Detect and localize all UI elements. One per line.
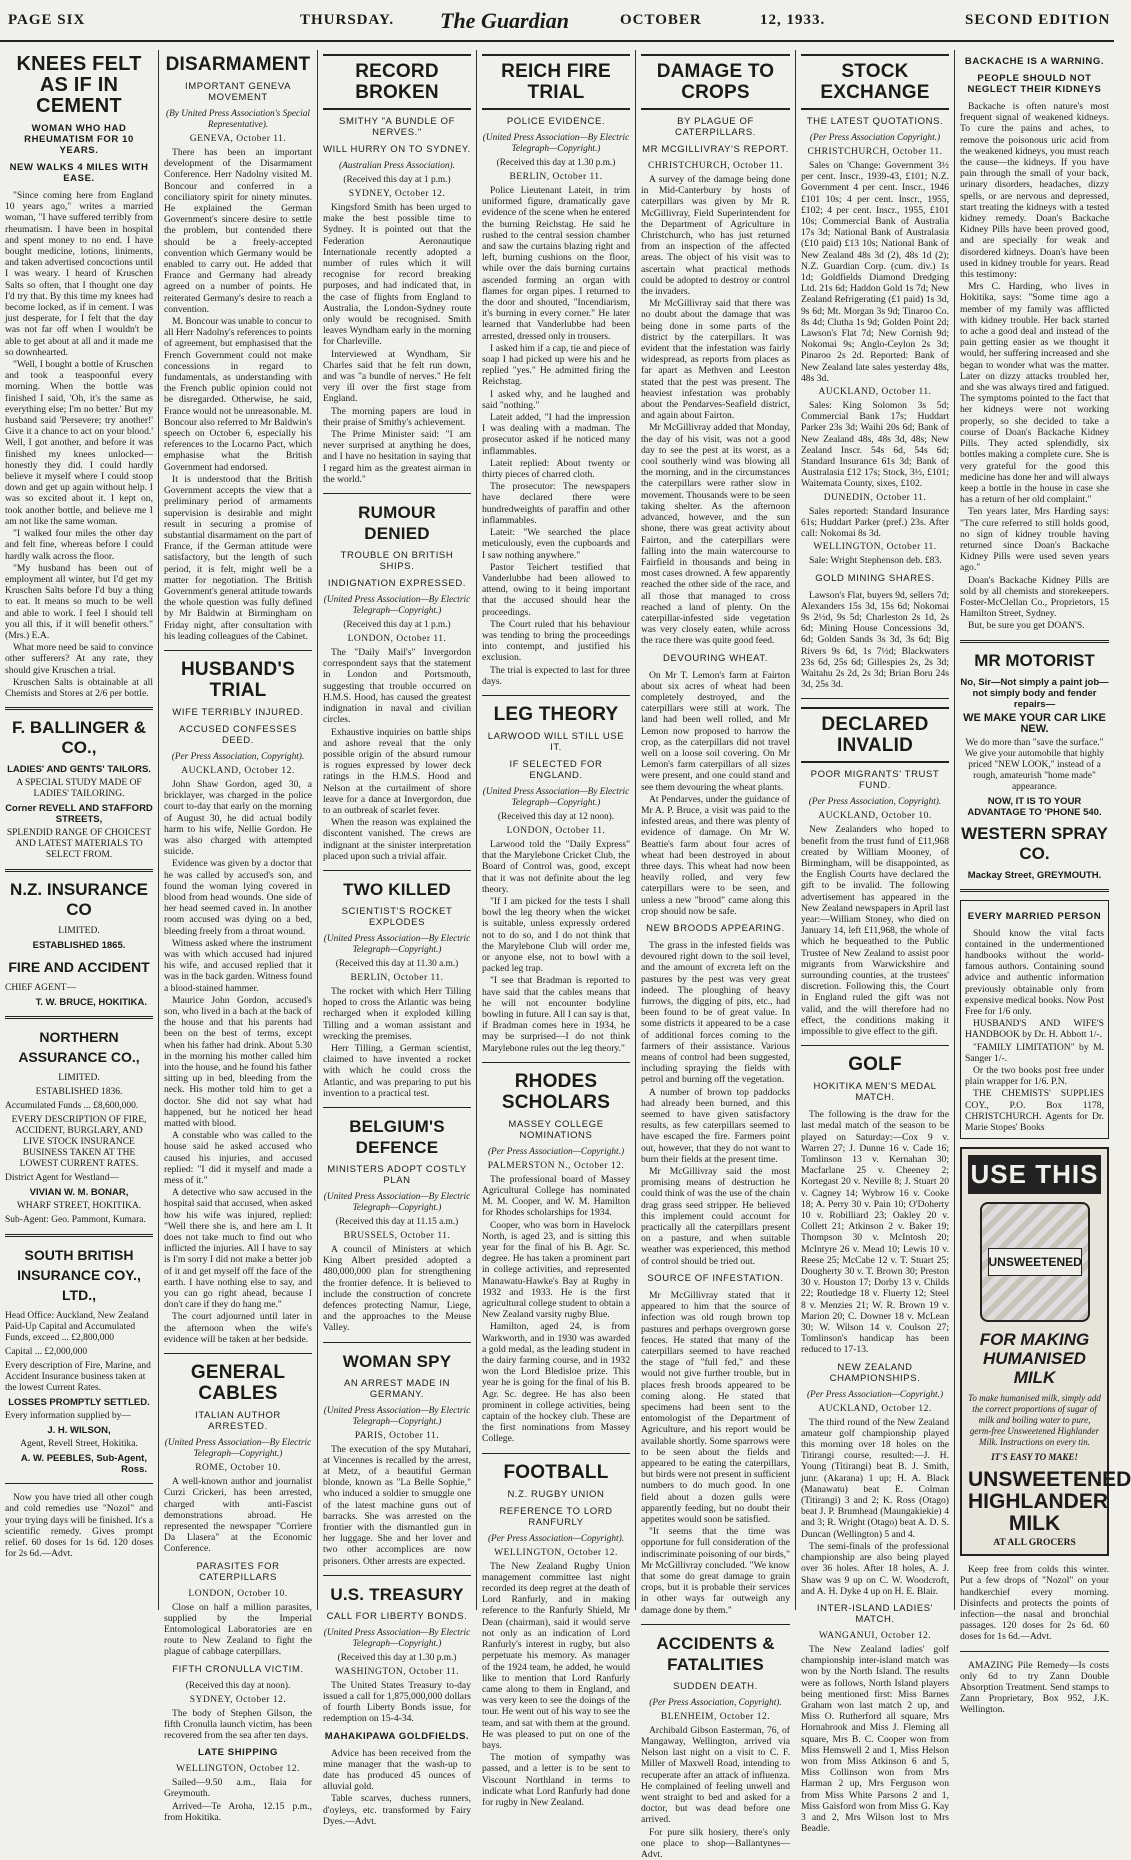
headline-accidents-fatalities: ACCIDENTS & FATALITIES [656, 1633, 775, 1674]
article-paragraph: Cooper, who was born in Havelock North, is aged 23, and is sitting this year for the final of his B. Agr. Sc. degree. He has taken a prominent part in college activities, and represented Manawatu-Hawke's Bay at Rugby in 1932 and 1933. He is the first agricultural college student to obtain a New Zealand varsity rugby Blue. [482, 1219, 630, 1321]
headline-us-treasury: U.S. TREASURY [330, 1584, 464, 1604]
tin-label: UNSWEETENED [988, 1248, 1082, 1276]
article-paragraph: John Shaw Gordon, aged 30, a bricklayer, was charged in the police court to-day that early on the morning of August 30, he did actual bodily harm to his wife, Nellie Gordon. He was also charged with attempted suicide. [164, 778, 312, 858]
article-paragraph: "If I am picked for the tests I shall bowl the leg theory when the wicket is suitable, unless expressly ordered not to do so, and I do not think that the Marylebone Club will order me, or anyone else, not to bowl with a packed leg trap. [482, 895, 630, 975]
subhead: IMPORTANT GENEVA MOVEMENT [184, 81, 292, 103]
article-paragraph: Sale: Wright Stephenson deb. £83. [809, 555, 942, 567]
divider [323, 870, 471, 871]
ad-title: WESTERN SPRAY CO. [961, 823, 1108, 863]
article-paragraph: Lateit: "We searched the place meticulously, even the cupboards and I saw nothing anywhere." [482, 527, 630, 561]
article-paragraph: Hamilton, aged 24, is from Warkworth, and in 1930 was awarded a gold medal, as the leading student in the dairy farming course, and in 1932 won the Lord Bledisloe prize. This year he is going for the final of his B. Agr. Sc. degree. He has also been prominent in college activities, being captain of the hockey club. These are the first nominations from Massey College. [482, 1321, 630, 1445]
article-paragraph: Or the two books post free under plain wrapper for 1/6. P.N. [965, 1064, 1104, 1088]
ad-northern-assurance [5, 1027, 153, 1226]
headline-golf: GOLF [848, 1054, 902, 1076]
ad-line: Capital ... £2,000,000 [5, 1347, 88, 1358]
column-3 [318, 50, 476, 1827]
article-paragraph: HUSBAND'S AND WIFE'S HANDBOOK by Dr. H. Abbott 1/-. [965, 1018, 1104, 1041]
subhead: PEOPLE SHOULD NOT NEGLECT THEIR KIDNEYS [967, 73, 1102, 95]
dateline: CHRISTCHURCH, October 11. [647, 161, 784, 171]
ad-nz-insurance [5, 880, 153, 1008]
article-paragraph: Evidence was given by a doctor that he was called by accused's son, and found the woman lying covered in blood from head wounds. One side of her head seemed caved in. In another room accused was dying on a bed, bleeding freely from a throat wound. [164, 858, 312, 937]
ad-line: Agent, Revell Street, Hokitika. [20, 1439, 138, 1450]
subhead: LARWOOD WILL STILL USE IT. [487, 730, 625, 753]
article-paragraph: The court adjourned until later in the afternoon when the wife's evidence will be taken at her bedside. [164, 1311, 312, 1345]
divider [323, 1342, 471, 1343]
article-paragraph: The body of Stephen Gilson, the fifth Cronulla launch victim, has been recovered from the sea after ten days. [164, 1707, 312, 1741]
ad-title: SOUTH BRITISH INSURANCE COY., LTD., [17, 1247, 141, 1304]
credit-line: (Per Press Association, Copyright). [649, 1697, 782, 1708]
divider [5, 707, 153, 710]
article-paragraph: Witness asked where the instrument was with which accused had injured his wife, and accused replied that it was in the back garden. Witness found a blood-stained hammer. [164, 937, 312, 994]
article-paragraph: The execution of the spy Mutahari, at Vincennes is recalled by the arrest, at Metz, of a beautiful German blonde, known as "La Belle Sophie," who induced a soldier to smuggle one of the latest machine guns out of barracks. She was arrested on the frontier with the dismantled gun in her luggage. She and her lover and two other accomplices are now prisoners. Other arrests are expected. [323, 1443, 471, 1567]
subhead: HOKITIKA MEN'S MEDAL MATCH. [813, 1081, 937, 1104]
received-line: (Received this day at 1 p.m.) [343, 175, 451, 185]
article-paragraph: Mr McGillivray stated that it appeared to him that the source of infection was old rough brown top pastures and perhaps overgrown gorse fences. He stated that many of the caterpillars seemed to have reached the stage of "full fed," and these would not give further trouble, but in places fresh broods appeared to be coming along. He stated that specimens had been sent to the entomologist of the Department of Agriculture, and his report would be available shortly. Some sparrows were to be seen about the fields and appeared to be eating the caterpillars, but birds were not present in sufficient numbers to do much good. In one field about a dozen gulls were apparently feeding, but no doubt their appetites would soon be satisfied. [641, 1289, 790, 1525]
subhead: BY PLAGUE OF CATERPILLARS. [674, 116, 756, 138]
article-paragraph: The Court ruled that his behaviour was tending to bring the proceedings into contempt, and justified his exclusion. [482, 618, 630, 664]
headline-belgiums-defence: BELGIUM'S DEFENCE [349, 1116, 445, 1157]
article-paragraph: Mr McGillivray added that Monday, the day of his visit, was not a good day to see the pest at its worst, as a cool southerly wind was blowing all the morning, and in the circumstances the caterpillars were rather slow in movement. Thousands were to be seen taking shelter. As the afternoon advanced, however, and the sun shone, there was great activity about Fairton, and the caterpillars were falling into the main watercourse to Fairfield in thousands and being in most cases drowned. A few apparently reached the other side of the race, and all those that managed to cross reached a land of plenty. On the caterpillar-infested side vegetation was very closely eaten, while across the race there was quite good feed. [641, 422, 790, 647]
subhead: CALL FOR LIBERTY BONDS. [326, 1610, 468, 1622]
column-6 [796, 50, 954, 1835]
dateline: ROME, October 10. [195, 1463, 281, 1474]
divider [801, 1045, 949, 1046]
article-paragraph: The New Zealand ladies' golf championship inter-island match was won by the North Island. The results were as follows, North Island players being mentioned first: Miss Barnes Graham won last match 2 up, and Miss O. Rutherford all square, Mrs Hornabrook and Miss J. Fleming all square, Mrs B. C. Cooper won from Miss Hemswell 2 and 1, Miss Helson won from Miss Atkinson 6 and 5, Miss Collinson won from Mrs Harman 2 up, Mrs Ferguson won from Miss White Parsons 2 and 1, Miss Gaisford won from Miss G. Kay 3 and 2, Mrs Wilson lost to Mrs Beadle. [801, 1643, 949, 1835]
dateline: GENEVA, October 11. [189, 134, 287, 144]
ad-line: A. W. PEEBLES, Sub-Agent, Ross. [20, 1453, 147, 1476]
ad-line: LOSSES PROMPTLY SETTLED. [8, 1397, 150, 1409]
headline-damage-to-crops: DAMAGE TO CROPS [641, 54, 790, 110]
headline-husbands-trial: HUSBAND'S TRIAL [181, 658, 295, 701]
article-paragraph: Pastor Teichert testified that Vanderlubbe had been allowed to attend, owing to it being important that the accused should hear the proceedings. [482, 561, 630, 618]
article-paragraph: But, be sure you get DOAN'S. [968, 620, 1085, 632]
article-paragraph: Lawson's Flat, buyers 9d, sellers 7d; Alexanders 15s 3d, 15s 6d; Nokomai 9s 2½d, 9s 5d; Charleston 2s 1d, 2s 6d; Mining House Concessions 3d, 6d; Golden Sands 3s 3d, 3s 6d; Big Rivers 9s 6d, 1s 7½d; Blackwaters 23s 6d, 25s 6d; Gillespies 2s, 2s 3d; Waitahu 2s 2d, 2s 3d; Brian Boru 24s 3d, 25s 3d. [801, 589, 949, 691]
article-paragraph: "My husband has been out of employment all winter, but I'd get my Kruschen Salts before I'd buy a thing to eat. It means so much to be well and able to work. I feel I should tell you all this, if it will benefit others." (Mrs.) E.A. [5, 562, 153, 641]
dateline: AUCKLAND, October 11. [818, 387, 932, 398]
headline-record-broken: RECORD BROKEN [323, 54, 471, 110]
ad-title: NORTHERN ASSURANCE CO., [18, 1029, 140, 1066]
article-paragraph: On Mr T. Lemon's farm at Fairton about six acres of wheat had been completely destroyed, and the caterpillars were still at work. The land had been well rolled, and Mr Lemon now proposed to harrow the crop, as the caterpillars did not travel well on a loose soil covering. On Mr Lemon's farm caterpillars of all sizes were present, and one could stand and see them devouring the wheat plants. [641, 669, 790, 793]
headline-two-killed: TWO KILLED [343, 879, 451, 899]
ad-south-british [5, 1245, 153, 1475]
ad-tagline: FOR MAKING HUMANISED MILK [979, 1330, 1090, 1388]
article-paragraph: Table scarves, duchess runners, d'oyleys, etc. transformed by Fairy Dyes.—Advt. [323, 1793, 471, 1827]
article-paragraph: The prosecutor: The newspapers have declared there were hundredweights of paraffin and other inflammables. [482, 481, 630, 526]
masthead-day: THURSDAY. [300, 12, 395, 28]
article-paragraph: Kingsford Smith has been urged to make the best possible time to Sydney. It is pointed out that the Federation Aeronautique Internationale recently adopted a number of rules which it will recognise for record breaking purposes, and had indicated that, in the case of flights from England to Australia, the London-Sydney route only would be recognised. Smith leaves Wyndham early in the morning for Charleville. [323, 202, 471, 348]
received-line: (Received this day at 1.30 p.m.) [496, 158, 616, 168]
headline-rhodes-scholars: RHODES SCHOLARS [501, 1070, 611, 1113]
divider [5, 1234, 153, 1237]
article-paragraph: Close on half a million parasites, supplied by the Imperial Entomological Laboratories are en route to New Zealand to fight the plague of cabbage caterpillars. [164, 1601, 312, 1658]
ad-line: Head Office: Auckland, New Zealand Paid-Up Capital and Accumulated Funds, exceed ... £2,800,000 [5, 1311, 149, 1344]
credit-line: (United Press Association—By Electric Telegraph—Copyright.) [323, 1405, 471, 1427]
milk-tin-illustration [980, 1202, 1090, 1322]
article-paragraph: Doan's Backache Kidney Pills are sold by all chemists and storekeepers. Foster-McClellan Co., Proprietors, 15 Hamilton Street, Sydney. [960, 574, 1109, 620]
ad-title: MR MOTORIST [974, 650, 1095, 670]
divider [960, 889, 1109, 892]
subhead: NEW BROODS APPEARING. [646, 923, 785, 934]
headline-leg-theory: LEG THEORY [493, 703, 619, 725]
subhead: TROUBLE ON BRITISH SHIPS. [340, 550, 454, 573]
article-paragraph: Advice has been received from the mine manager that the wash-up to date has produced 45 ounces of alluvial gold. [323, 1747, 471, 1793]
article-paragraph: Larwood told the "Daily Express" that the Marylebone Cricket Club, the Board of Control was, good, except that it was not definite about the leg theory. [482, 838, 630, 895]
divider [960, 640, 1109, 643]
ad-line: T. W. BRUCE, HOKITIKA. [35, 997, 147, 1009]
column-4 [477, 50, 635, 1808]
dateline: LONDON, October 10. [188, 1588, 288, 1599]
subhead: ACCUSED CONFESSES DEED. [179, 723, 297, 746]
dateline: BERLIN, October 11. [350, 972, 444, 983]
article-paragraph: The morning papers are loud in their praise of Smithy's achievement. [323, 405, 471, 428]
ad-line: NOW, IT IS TO YOUR ADVANTAGE TO 'PHONE 540. [967, 795, 1102, 818]
divider [323, 1107, 471, 1108]
newspaper-title: The Guardian [440, 8, 569, 33]
credit-line: (Per Press Association—Copyright). [487, 1533, 625, 1544]
article-paragraph: A council of Ministers at which King Albert presided adopted a 480,000,000 plan for strengthening the frontier defence. It is believed to include the construction of concrete defences protecting Namur, Liege, and the approaches to the Meuse Valley. [323, 1243, 471, 1334]
article-paragraph: The professional board of Massey Agricultural College has nominated M. M. Cooper, and W. M. Hamilton for Rhodes scholarships for 1934. [482, 1173, 630, 1219]
ad-line: Corner REVELL AND STAFFORD STREETS, [5, 803, 153, 826]
dateline: AUCKLAND, October 12. [818, 1403, 932, 1414]
subhead: IF SELECTED FOR ENGLAND. [509, 758, 603, 781]
ad-line: ESTABLISHED 1836. [35, 1087, 123, 1098]
ad-brand: UNSWEETENED HIGHLANDER MILK [968, 1468, 1131, 1536]
subhead: MINISTERS ADOPT COSTLY PLAN [327, 1163, 467, 1186]
ad-text: IT'S EASY TO MAKE! [991, 1452, 1078, 1463]
ad-line: District Agent for Westland— [5, 1173, 119, 1184]
subhead: BACKACHE IS A WARNING. [964, 56, 1105, 67]
article-paragraph: "FAMILY LIMITATION" by M. Sanger 1/-. [965, 1041, 1104, 1064]
article-paragraph: AMAZING Pile Remedy—Is costs only 6d to try Zann Double Absorption Treatment. Send stamps to Zann Proprietary, Box 952, J.K. Wellington. [960, 1659, 1109, 1716]
article-paragraph: Mr McGillivray said the most promising means of destruction he could think of was the use of the chain drag grass seed stripper. He believed this implement could account for practically all the caterpillars present on a pasture, and when suitable weather was experienced, this method of control should be tried out. [641, 1166, 790, 1267]
credit-line: (United Press Association—By Electric Telegraph—Copyright.) [482, 133, 630, 154]
credit-line: (Per Press Association—Copyright.) [487, 1146, 625, 1157]
dateline: LONDON, October 11. [347, 634, 447, 645]
ad-line: SPLENDID RANGE OF CHOICEST AND LATEST MATERIALS TO SELECT FROM. [6, 828, 152, 861]
article-paragraph: There has been an important development of the Disarmament Conference. Herr Nadolny visited M. Boncour and conferred in a conciliatory spirit for ninety minutes. He explained the German Government's sincere desire to settle the problem, but contended there should be a freely-accepted convention which Germany would be enabled to carry out. He added that France and Germany had already agreed on a number of points. He reiterated Germany's desire to reach a convention. [164, 147, 312, 315]
subhead: PARASITES FOR CATERPILLARS [196, 1560, 280, 1583]
masthead [0, 0, 1114, 42]
headline-knees: KNEES FELT AS IF IN CEMENT [16, 53, 142, 117]
credit-line: (Per Press Association—Copyright.) [806, 1389, 944, 1400]
ad-line: Every description of Fire, Marine, and Accident Insurance business taken at the lowest Current Rates. [5, 1361, 151, 1394]
ad-line: WE MAKE YOUR CAR LIKE NEW. [963, 711, 1106, 735]
headline-woman-spy: WOMAN SPY [342, 1351, 452, 1371]
credit-line: (United Press Association—By Electric Telegraph—Copyright.) [323, 1191, 471, 1213]
subhead: INTER-ISLAND LADIES' MATCH. [816, 1602, 934, 1625]
dateline: PARIS, October 11. [354, 1430, 440, 1441]
dateline: AUCKLAND, October 12. [181, 765, 295, 776]
headline-reich-fire-trial: REICH FIRE TRIAL [482, 54, 630, 110]
ad-text: To make humanised milk, simply add the correct proportions of sugar of milk and boiling water to pure, germ-free Unsweetened Highlander Milk. Instructions on every tin. [968, 1393, 1101, 1448]
ad-line: Sub-Agent: Geo. Pammont, Kumara. [5, 1215, 146, 1226]
article-paragraph: Now you have tried all other cough and cold remedies use "Nozol" and your trying days will be finished. It's a scientific remedy. Gives prompt relief. 60 doses for 1s 6d. 120 doses for 2s 6d.—Advt. [5, 1492, 153, 1560]
dateline: PALMERSTON N., October 12. [487, 1160, 625, 1171]
article-paragraph: Sales on 'Change: Government 3½ per cent. Inscr., 1939-43, £101; N.Z. Government 4 per cent. Inscr., 1946 £101 10s; 4 per cent. Inscr., 1955, £102; 4 per cent. Inscr., 1955, £101 10s; Commercial Bank of Australia 17s 3d; National Bank of Australasia (£10 paid) £13 10s; National Bank of New Zealand 48s 3d (2), 48s 1d (2); N.Z. Guardian Corp. (cum. div.) 1s 1d; Goldfields Diamond Dredging Ltd. 21s 6d; Haddon Gold 1s 7d; New Zealand Refrigerating (£1 paid) 1s 3d, 9s 6d; Mt. Morgan 3s 9d; Tinaroo Co. 8s 4d; Clutha 1s 9d; Golden Point 2d; Lawson's Flat 7d; New Cornish 9d; Nokomai 9s; Anglo-Ceylon 2s 3d; Pinaroo 2s 2d. Reported: Bank of New Zealand late sales yesterday 48s, 48s 3d. [801, 160, 949, 384]
subhead: INDIGNATION EXPRESSED. [327, 578, 467, 590]
subhead: WIFE TERRIBLY INJURED. [172, 706, 304, 718]
ad-line: We do more than "save the surface." We give your automobile that highly priced "NEW LOOK," instead of a rough, amateurish "home made" appearance. [964, 737, 1105, 792]
credit-line: (Per Press Association, Copyright). [171, 751, 305, 762]
article-paragraph: Sales: King Solomon 3s 5d; Commercial Bank 17s; Huddart Parker 23s 3d; Waihi 20s 6d; Bank of New Zealand 48s, 48s 3d, 48s; New Zealand Inscr. 54s 6d, 54s 6d; Standard Insurance 61s 3d; Bank of Australasia £12 17s; Stock, 3½, £101; Waitemata County, sixes, £102. [801, 400, 949, 490]
ad-banner: USE THIS [968, 1155, 1101, 1194]
ad-ballinger [5, 718, 153, 861]
dateline: BERLIN, October 11. [509, 172, 603, 182]
article-paragraph: A survey of the damage being done in Mid-Canterbury by hosts of caterpillars was given by Mr R. McGillivray, Field Superintendent for the Department of Agriculture in Christchurch, who has just returned from an inspection of the affected areas. The object of his visit was to ascertain what practical methods could be adopted to destroy or control the invaders. [641, 174, 790, 298]
article-paragraph: "It seems that the time was opportune for full consideration of the indiscriminate poisoning of our birds," Mr McGillivray concluded. "We know that some do great damage to grain crops, but it is probable their services in other ways far outweigh any damage done by them." [641, 1526, 790, 1616]
article-paragraph: It is understood that the British Government accepts the view that a preliminary period of armaments supervision is desirable and might result in securing a promise of substantial disarmament on the part of France, if the German attitude were satisfactory, but the length of such period, it is felt, might well be a matter for negotiation. The British Government's general attitude towards the whole question was fully defined by Mr Baldwin at Birmingham on Friday night, after consultation with his leading colleagues of the Cabinet. [164, 473, 312, 642]
article-paragraph: Police Lieutenant Lateit, in trim uniformed figure, dramatically gave evidence of the scene when he entered the burning Reichstag. He said he rushed to the central session chamber and saw the curtains blazing right and left, burning cushions on the floor, while over the dais burning curtains ascended forming an organ with flames for organ pipes. I returned to the door and shouted, "Incendiarism, it's burning in every corner." He later learned that Vanderlubbe had been arrested, dressed only in trousers. [482, 185, 630, 342]
credit-line: (United Press Association—By Electric Telegraph—Copyright.) [323, 933, 471, 955]
credit-line: (Per Press Association, Copyright). [808, 797, 942, 808]
ad-title: N.Z. INSURANCE CO [10, 880, 148, 920]
divider [323, 1575, 471, 1576]
headline-general-cables: GENERAL CABLES [190, 1362, 286, 1405]
article-paragraph: "I see that Bradman is reported to have said that the cables means that he will not encounter bodyline bowling in future. All I can say is that, if Bradman comes here in 1934, he may be surprised—I do not think Marylebone rules out the leg theory." [482, 975, 630, 1054]
article-paragraph: At Pendarves, under the guidance of Mr A. P. Bruce, a visit was paid to the infested areas, and there was plenty of evidence of damage. On Mr W. Beattie's farm about four acres of wheat had been destroyed in about three days. This wheat had now been heavily rolled, and very few caterpillars were to be seen, and unless a new "brood" came along this crop should now be safe. [641, 793, 790, 917]
subhead: DEVOURING WHEAT. [663, 652, 768, 664]
article-paragraph: Exhaustive inquiries on battle ships and ashore reveal that the only possible origin of the absurd rumour is rogues expressed by lower deck ratings in the H.M.S. Hood and Nelson at the curtailment of shore leave for a dance at Invergordon, due to an outbreak of scarlet fever. [323, 726, 471, 816]
column-5 [636, 50, 795, 1860]
column-7 [955, 50, 1131, 1716]
column-2 [159, 50, 317, 1823]
article-paragraph: "I walked four miles the other day and felt fine, whereas before I could hardly walk across the floor. [5, 528, 153, 562]
subhead: LATE SHIPPING [198, 1747, 278, 1759]
credit-line: (United Press Association—By Electric Telegraph—Copyright.) [323, 1627, 471, 1649]
dateline: SYDNEY, October 12. [189, 1694, 287, 1705]
edition-label: SECOND EDITION [965, 12, 1111, 28]
article-paragraph: The grass in the infested fields was devoured right down to the soil level, and the amount of excreta left on the pastures by the pest was very great indeed. The ploughing of heavy furrows, the digging of pits, etc., had been found to be of great value. In some districts it appeared to be a case of additional forces coming to the farmers of their assistance. Various means of control had been suggested, including spraying the fields with petrol and burning off the vegetation. [641, 940, 790, 1086]
ad-line: ESTABLISHED 1865. [32, 940, 126, 952]
dateline: DUNEDIN, October 11. [823, 492, 927, 503]
subhead: MAHAKIPAWA GOLDFIELDS. [324, 1730, 470, 1742]
article-paragraph: Ten years later, Mrs Harding says: "The cure referred to still holds good, no sign of kidney trouble having returned since Doan's Backache Kidney Pills were used seven years ago." [960, 506, 1109, 574]
headline-declared-invalid: DECLARED INVALID [801, 707, 949, 763]
divider [323, 493, 471, 494]
article-paragraph: When the reason was explained the discontent vanished. The crews are indignant at the sinister interpretation placed upon such a trivial affair. [323, 817, 471, 862]
ad-handbooks [960, 900, 1109, 1140]
article-paragraph: A constable who was called to the house said he asked accused who caused his injuries, and accused replied: "I did it myself and made a mess of it." [164, 1130, 312, 1187]
ad-line: EVERY DESCRIPTION OF FIRE, ACCIDENT, BURGLARY, AND LIVE STOCK INSURANCE BUSINESS TAKEN AT THE LOWEST CURRENT RATES. [11, 1115, 147, 1170]
received-line: (Received this day at 12 noon). [497, 811, 615, 822]
subhead: ITALIAN AUTHOR ARRESTED. [195, 1410, 281, 1433]
received-line: (Received this day at noon). [185, 1680, 291, 1691]
page-number: PAGE SIX [8, 12, 86, 28]
ad-line: No, Sir—Not simply a paint job—not simply body and fender repairs— [960, 676, 1109, 710]
article-paragraph: Sailed—9.50 a.m., Ilaia for Greymouth. [164, 1777, 312, 1800]
dateline: SYDNEY, October 12. [348, 189, 446, 199]
ad-line: CHIEF AGENT— [5, 983, 76, 994]
article-paragraph: I asked why, and he laughed and said "nothing." [482, 388, 630, 411]
dateline: WASHINGTON, October 11. [335, 1666, 459, 1677]
divider [164, 1353, 312, 1354]
credit-line: (Per Press Association Copyright.) [809, 133, 941, 143]
article-paragraph: Archibald Gibson Easterman, 76, of Mangaway, Wellington, arrived via Nelson last night on a visit to C. F. Miller of Maxwell Road, intending to recuperate after an attack of influenza. He complained of feeling unwell and went straight to bed and asked for a doctor, but was dead before one arrived. [641, 1724, 790, 1826]
article-paragraph: The motion of sympathy was passed, and a letter is to be sent to Viscount Northland in terms to indicate what Lord Ranfurly had done for rugby in New Zealand. [482, 1752, 630, 1808]
ad-line: WHARF STREET, HOKITIKA. [16, 1201, 142, 1212]
ad-line: A SPECIAL STUDY MADE OF LADIES' TAILORING. [16, 778, 142, 800]
dateline: WANGANUI, October 12. [818, 1630, 932, 1641]
article-paragraph: Mr McGillivray said that there was no doubt about the damage that was being done in some parts of the district by the caterpillars. It was evident that the infestation was fairly widespread, as reports from places as far apart as Methven and Leeston stated that the pest was present. The heaviest infestation was probably about the Pendarves-Seafield district, and again about Fairton. [641, 298, 790, 422]
divider [801, 698, 949, 699]
ad-text: AT ALL GROCERS [993, 1538, 1076, 1549]
divider [482, 1453, 630, 1454]
subhead: MR MCGILLIVRAY'S REPORT. [642, 144, 789, 155]
article-paragraph: Lateit added, "I had the impression I was dealing with a madman. The prosecutor asked if he noticed many inflammables. [482, 412, 630, 457]
article-paragraph: Mrs C. Harding, who lives in Hokitika, says: "Some time ago a member of my family was afflicted with kidney trouble. Her back started to ache a good deal and instead of the pain getting easier as we thought it would, her suffering increased and she began to wonder what was the matter. Later on dizzy attacks troubled her, and she was always tired and fatigued. The symptoms pointed to the fact that her kidneys were not working properly, so she decided to take a course of Doan's Backache Kidney Pills. They acted splendidly, six bottles making a complete cure. She is very grateful for the good this medicine has done her and will always keep a bottle in the house in case she has a return of her old complaint." [960, 281, 1109, 506]
ad-line: VIVIAN W. M. BONAR, [29, 1187, 129, 1199]
ad-line: Every information supplied by— [5, 1411, 131, 1422]
divider [960, 1651, 1109, 1652]
subhead: THE LATEST QUOTATIONS. [806, 116, 944, 127]
received-line: (Received this day at 11.15 a.m.) [335, 1216, 459, 1227]
article-paragraph: THE CHEMISTS' SUPPLIES COY., P.O. Box 1178, CHRISTCHURCH. Agents for Dr. Marie Stopes' Books [965, 1088, 1104, 1133]
subhead: POLICE EVIDENCE. [506, 116, 606, 127]
article-paragraph: Kruschen Salts is obtainable at all Chemists and Stores at 2/6 per bottle. [5, 676, 153, 699]
article-paragraph: The third round of the New Zealand amateur golf championship played this morning over 18 holes on the Titirangi course, resulted:—J. H. Young (Titirangi) beat B. J. Smith, junr. (Akarana) 1 up; H. A. Black (Manawatu) beat E. Colman (Titirangi) 3 and 2; K. Ross (Otago) beat J. P. Brumhead (Maungakiekie) 4 and 3; R. Wright (Otago) beat A. D. S. Duncan (Wellington) 5 and 4. [801, 1416, 949, 1540]
credit-line: (Australian Press Association). [339, 161, 455, 171]
dateline: CHRISTCHURCH, October 11. [807, 147, 943, 157]
article-paragraph: The rocket with which Herr Tilling hoped to cross the Atlantic was being recharged when it exploded killing Tilling and a woman assistant and wrecking the premises. [323, 985, 471, 1042]
article-paragraph: Keep free from colds this winter. Put a few drops of "Nozol" on your handkerchief every morning. Disinfects and protects the points of infection—the nasal and bronchial passages. 120 doses for 2s 6d. 60 doses for 1s 6d.—Advt. [960, 1564, 1109, 1643]
headline-stock-exchange: STOCK EXCHANGE [801, 54, 949, 110]
article-paragraph: The Prime Minister said: "I am never surprised at anything he does, and I have no hesitation in saying that I regard him as the greatest airman in the world." [323, 429, 471, 485]
article-paragraph: A detective who saw accused in the hospital said that accused, when asked how his wife was injured, replied: "Well there she is, and here am I. It does not take much to find out who inflicted the injuries. All I have to say is I'm sorry I did not make a better job of it and get myself off the face of the earth. I have nothing else to say, and you can go right ahead, because I don't care if they do hang me." [164, 1187, 312, 1311]
dateline: WELLINGTON, October 11. [813, 542, 937, 553]
subhead: WILL HURRY ON TO SYDNEY. [323, 144, 471, 155]
subhead: SMITHY "A BUNDLE OF NERVES." [339, 116, 455, 138]
article-paragraph: Interviewed at Wyndham, Sir Charles said that he felt run down, and was "a bundle of nerves." He felt very ill over the first stage from England. [323, 348, 471, 405]
subhead: GOLD MINING SHARES. [815, 572, 935, 584]
ad-line: LIMITED. [58, 1073, 100, 1084]
subhead: SCIENTIST'S ROCKET EXPLODES [341, 905, 453, 928]
article-paragraph: New Zealanders who hoped to benefit from the trust fund of £11,968 created by William Mooney, of Birmingham, will be disappointed, as the English Courts have declared the gift to be invalid. The following advertisement has appeared in the New Zealand newspapers in April last year:—William Stoney, who died on January 14, left £11,968, the whole of which he bequeathed to the Public Trustee of New Zealand to assist poor migrants from Warwickshire and surrounding counties, at the trustees' discretion. Following this, the Court in England ruled the gift was not valid, and the will therefore had no effect, the conditions making it impossible to give effect to the gift. [801, 824, 949, 1037]
article-paragraph: For pure silk hosiery, there's only one place to shop—Ballantynes—Advt. [641, 1826, 790, 1860]
masthead-month: OCTOBER [620, 12, 702, 28]
divider [641, 1624, 790, 1625]
article-paragraph: Should know the vital facts contained in the undermentioned handbooks without the world-famous authors. Containing sound advice and authentic information previously obtainable only from expensive medical books. Now Post Free for 1/6 only. [965, 927, 1104, 1017]
credit-line: (United Press Association—By Electric Telegraph—Copyright.) [482, 786, 630, 808]
divider [482, 695, 630, 696]
subhead: WOMAN WHO HAD RHEUMATISM FOR 10 YEARS. [24, 123, 134, 156]
subhead: SOURCE OF INFESTATION. [647, 1272, 784, 1284]
dateline: BLENHEIM, October 12. [660, 1711, 771, 1722]
ad-line: Mackay Street, GREYMOUTH. [967, 869, 1102, 881]
ad-title: F. BALLINGER & CO., [11, 718, 147, 758]
article-paragraph: Lateit replied: About twenty or thirty pieces of charred cloth. [482, 457, 630, 481]
article-paragraph: The New Zealand Rugby Union management committee last night recorded its deep regret at the death of Lord Ranfurly, and in making reference to the Ranfurly Shield, Mr Dean (chairman), said it would serve not only as an indication of Lord Ranfurly's interest in rugby, but also perpetuate his memory. As manager of the 1924 team, he added, he would like to mention that Lord Ranfurly came along to them in England, and was very keen to see the doings of the tour. He went out of his way to see the team, and sat with them at the ground. He was pleased to put on one of the bays. [482, 1560, 630, 1751]
article-paragraph: Arrived—Te Aroha, 12.15 p.m., from Hokitika. [164, 1800, 312, 1823]
article-paragraph: "Well, I bought a bottle of Kruschen and took a teaspoonful every morning. When the bottle was finished I said, 'Oh, it's the same as everything else; I'm no better.' But my husband said 'Persevere; try another!' Give it a chance to act on your blood.' Well, I got another, and before it was finished my knees unlocked—honestly they did. I could hardly believe it myself where I could stoop down and get up again without help. I was so excited about it. I kept on, took another bottle, and believe me I am not like the same woman. [5, 359, 153, 527]
divider [5, 1016, 153, 1019]
credit-line: (United Press Association—By Electric Telegraph—Copyright.) [164, 1438, 312, 1460]
subhead: POOR MIGRANTS' TRUST FUND. [810, 769, 940, 792]
subhead: REFERENCE TO LORD RANFURLY [499, 1505, 613, 1528]
article-paragraph: "Since coming here from England 10 years ago," writes a married woman, "I have suffered terribly from rheumatism. I have been in hospital and spent money to no end. I have bought medicine, lotions, liniments, and taken advertised concoctions until I was weary. I heard of Kruschen Salts so often, that I thought one day I'd try that. By this time my knees had become locked, as if in cement. I was just desperate, for I felt that the day was not far off when I wouldn't be able to get about at all and it made me so downhearted. [5, 190, 153, 358]
subhead: SUDDEN DEATH. [673, 1680, 758, 1692]
subhead: FIFTH CRONULLA VICTIM. [172, 1663, 304, 1675]
subhead: AN ARREST MADE IN GERMANY. [343, 1377, 451, 1400]
subhead: MASSEY COLLEGE NOMINATIONS [508, 1118, 604, 1141]
article-paragraph: Backache is often nature's most frequent signal of weakened kidneys. To cure the pains and aches, to remove the poisonous uric acid from the weakened kidneys, you must reach the cause—the kidneys. If you have pain through the small of your back, urinary disorders, headaches, dizzy spells, or are nervous and depressed, start treating the kidneys with a tested kidney remedy. Doan's Backache Kidney Pills have been proved good, and are specially for weak and disordered kidneys. Doan's have been used in kidney trouble for years. Read this testimony: [960, 101, 1109, 281]
dateline: WELLINGTON, October 12. [494, 1547, 618, 1558]
ad-line: FIRE AND ACCIDENT [8, 959, 150, 976]
divider [5, 1483, 153, 1484]
article-paragraph: Herr Tilling, a German scientist, claimed to have invented a rocket with which he could cross the Atlantic, and was preparing to put his invention to a practical test. [323, 1042, 471, 1099]
article-paragraph: A well-known author and journalist Curzi Crickeri, has been arrested, charged with anti-Fascist demonstrations abroad. He represented the newspaper "Corriere Da Llasera" at the Economic Conference. [164, 1476, 312, 1555]
dateline: BRUSSELS, October 11. [343, 1230, 451, 1241]
article-paragraph: Maurice John Gordon, accused's son, who lived in a bach at the back of the house and that his parents had been on the best of terms, except when his father had drink. About 5.30 in the morning his mother called him into the house, and he found his father sitting up in bed, bleeding from the neck. His mother told him to get a doctor. She did not say what had happened, but he noticed her head matted with blood. [164, 994, 312, 1130]
article-paragraph: The United States Treasury to-day issued a call for 1,875,000,000 dollars of fourth Liberty Bonds issue, for redemption on 15-4-34. [323, 1679, 471, 1725]
masthead-date: 12, 1933. [760, 12, 826, 28]
headline-rumour-denied: RUMOUR DENIED [358, 503, 436, 544]
ad-western-spray [960, 651, 1109, 881]
article-paragraph: Sales reported: Standard Insurance 61s; Huddart Parker (pref.) 23s. After call: Nokomai 8s 3d. [801, 505, 949, 540]
article-paragraph: A number of brown top paddocks had already been burned, and this seemed to have given satisfactory results, as few caterpillars seemed to have escaped the fire. Farmers point out, however, that they do not want to burn their fields at the present time. [641, 1086, 790, 1165]
subhead: N.Z. RUGBY UNION [507, 1488, 605, 1500]
article-paragraph: M. Boncour was unable to concur to all Herr Nadolny's references to points of agreement, but emphasised that the French Government could not make concessions in regard to fundamentals, as understanding with the French public opinion could not be disregarded. Otherwise, he said, France would not be unreasonable. M. Boncour also referred to Mr Baldwin's speech on October 6, especially his references to the Locarno Pact, which emphasise what the British Government had endorsed. [164, 316, 312, 473]
received-line: (Received this day at 1.30 p.m.) [337, 1652, 457, 1663]
headline-disarmament: DISARMAMENT [165, 54, 311, 75]
article-paragraph: The trial is expected to last for three days. [482, 664, 630, 687]
subhead: NEW WALKS 4 MILES WITH EASE. [9, 162, 149, 184]
divider [164, 650, 312, 651]
subhead: NEW ZEALAND CHAMPIONSHIPS. [829, 1361, 921, 1384]
divider [482, 1062, 630, 1063]
credit-line: (By United Press Association's Special Representative). [165, 109, 310, 130]
dateline: LONDON, October 11. [506, 825, 606, 836]
received-line: (Received this day at 11.30 a.m.) [335, 958, 459, 969]
dateline: AUCKLAND, October 10. [818, 811, 932, 822]
article-paragraph: I asked him if a cap, tie and piece of soap I had picked up were his and he replied "yes." He admitted firing the Reichstag. [482, 342, 630, 388]
ad-line: LADIES' AND GENTS' TAILORS. [7, 764, 151, 776]
received-line: (Received this day at 1 p.m.) [343, 620, 451, 631]
ad-line: LIMITED. [58, 926, 100, 937]
divider [5, 869, 153, 872]
article-paragraph: The following is the draw for the last medal match of the season to be played on Saturday:—Cox 9 v. Warren 27; J. Dunne 16 v. Cade 16; Tomlinson 13 v. Kernahan 30; Macfarlane 25 v. Cheeney 2; Kortegast 20 v. Neville 8; J. Stuart 20 v. Cagney 14; Wybrow 16 v. Cooke 18; A. Perry 30 v. Pain 10; O'Doherty 10 v. Robilliard 23; Oakley 20 v. Collett 21; Atkinson 2 v. Baker 19; Thompson 30 v. McIntosh 20; McIntyre 26 v. Mead 10; Lewis 10 v. Reese 25; McCabe 12 v. T. Stuart 25; Dougherty 30 v. T. Brown 30; Preston 30 v. Houston 17; Dorby 13 v. Childs 22; Routledge 18 v. Fluerty 12; Steel 8 v. Menzies 21; W. R. Brown 19 v. Marion 20; C. Downer 18 v. McLean 30; W. Wilson 14 v. Coulson 27; Tomlinson's handicap has been reduced to 17-13. [801, 1109, 949, 1356]
dateline: WELLINGTON, October 12. [176, 1764, 300, 1775]
ad-line: J. H. WILSON, [47, 1425, 111, 1437]
headline-football: FOOTBALL [503, 1461, 609, 1483]
credit-line: (United Press Association—By Electric Telegraph—Copyright.) [323, 595, 471, 617]
article-paragraph: The "Daily Mail's" Invergordon correspondent says that the statement in London and Portsmouth, suggesting that trouble occurred on H.M.S. Hood, has caused the greatest indignation in naval and civilian circles. [323, 647, 471, 726]
ad-line: Accumulated Funds ... £8,600,000. [5, 1101, 139, 1112]
article-paragraph: The semi-finals of the professional championship are also being played over 36 holes. After 18 holes, A. J. Shaw was 9 up on C. W. Woodcroft, and A. H. Dyke 4 up on H. E. Blair. [801, 1540, 949, 1597]
ad-highlander-milk [960, 1147, 1131, 1556]
article-paragraph: What more need be said to convince other sufferers? At any rate, they should give Kruschen a trial. [5, 642, 153, 676]
subhead: EVERY MARRIED PERSON [967, 910, 1102, 922]
column-1 [0, 50, 158, 1610]
